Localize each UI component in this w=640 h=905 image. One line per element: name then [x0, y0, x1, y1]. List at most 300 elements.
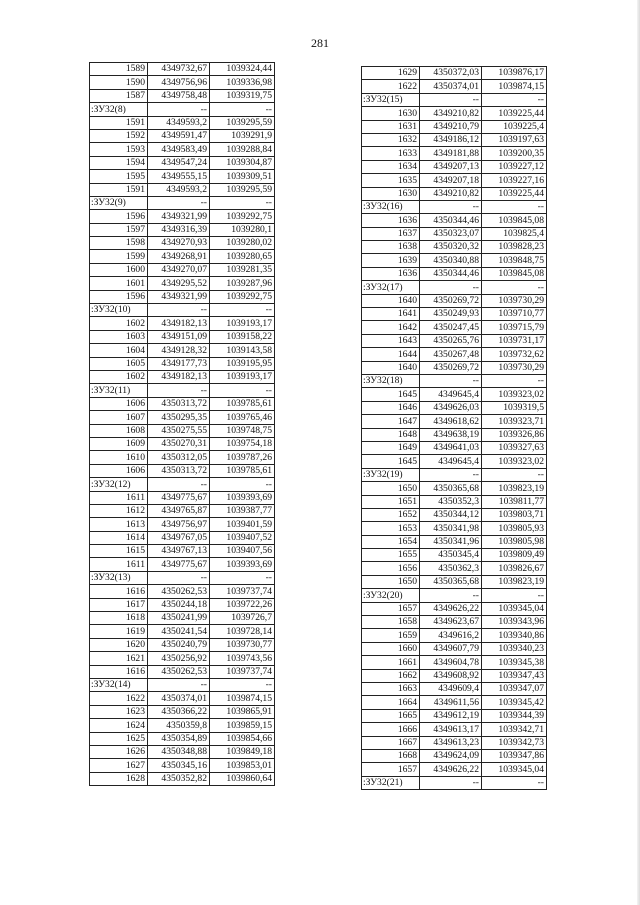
point-number-cell: 1593	[90, 143, 148, 156]
y-coordinate-cell: 1039347,86	[482, 749, 547, 762]
x-coordinate-cell: 4349186,12	[420, 133, 482, 146]
table-row	[90, 116, 275, 129]
y-coordinate-cell: 1039347,07	[482, 682, 547, 695]
point-number-cell: 1624	[90, 719, 148, 732]
y-coordinate-cell: 1039710,77	[482, 308, 547, 321]
x-coordinate-cell: 4349210,82	[420, 107, 482, 120]
table-row	[90, 223, 275, 236]
point-number-cell: 1656	[362, 562, 420, 575]
x-coordinate-cell: --	[420, 776, 482, 789]
table-row	[362, 709, 547, 722]
y-coordinate-cell: 1039292,75	[210, 210, 275, 223]
table-row	[90, 545, 275, 558]
point-number-cell: 1650	[362, 482, 420, 495]
y-coordinate-cell: 1039193,17	[210, 370, 275, 383]
x-coordinate-cell: 4350240,79	[148, 638, 210, 651]
table-row	[90, 518, 275, 531]
table-row	[90, 504, 275, 517]
table-row	[90, 277, 275, 290]
x-coordinate-cell: 4349210,79	[420, 120, 482, 133]
table-row	[362, 562, 547, 575]
table-row	[362, 401, 547, 414]
y-coordinate-cell: 1039319,75	[210, 89, 275, 102]
point-number-cell: 1665	[362, 709, 420, 722]
table-row	[362, 602, 547, 615]
x-coordinate-cell: 4349623,67	[420, 616, 482, 629]
point-number-cell: 1602	[90, 370, 148, 383]
y-coordinate-cell: 1039849,18	[210, 745, 275, 758]
table-row	[362, 482, 547, 495]
x-coordinate-cell: 4349775,67	[148, 491, 210, 504]
x-coordinate-cell: 4350312,05	[148, 451, 210, 464]
point-number-cell: 1654	[362, 535, 420, 548]
y-coordinate-cell: 1039193,17	[210, 317, 275, 330]
x-coordinate-cell: 4349591,47	[148, 129, 210, 142]
y-coordinate-cell: 1039225,44	[482, 187, 547, 200]
parcel-header-row	[90, 384, 275, 397]
point-number-cell: 1648	[362, 428, 420, 441]
x-coordinate-cell: 4350323,07	[420, 227, 482, 240]
y-coordinate-cell: 1039732,62	[482, 348, 547, 361]
parcel-header-row	[362, 374, 547, 387]
y-coordinate-cell: 1039345,38	[482, 656, 547, 669]
table-row	[362, 107, 547, 120]
point-number-cell: 1596	[90, 290, 148, 303]
parcel-header-row	[362, 281, 547, 294]
y-coordinate-cell: 1039227,16	[482, 174, 547, 187]
point-number-cell: 1619	[90, 625, 148, 638]
x-coordinate-cell: --	[148, 678, 210, 691]
table-row	[362, 80, 547, 93]
x-coordinate-cell: 4349613,23	[420, 736, 482, 749]
table-row	[90, 397, 275, 410]
y-coordinate-cell: 1039874,15	[482, 80, 547, 93]
table-row	[90, 330, 275, 343]
table-row	[90, 585, 275, 598]
point-number-cell: 1633	[362, 147, 420, 160]
table-row	[362, 308, 547, 321]
y-coordinate-cell: 1039823,19	[482, 482, 547, 495]
table-row	[362, 656, 547, 669]
point-number-cell: 1621	[90, 652, 148, 665]
parcel-label-cell: :ЗУ32(16)	[362, 200, 420, 213]
table-row	[90, 290, 275, 303]
x-coordinate-cell: 4349268,91	[148, 250, 210, 263]
y-coordinate-cell: 1039726,7	[210, 612, 275, 625]
y-coordinate-cell: 1039393,69	[210, 491, 275, 504]
y-coordinate-cell: 1039295,59	[210, 183, 275, 196]
x-coordinate-cell: 4349626,03	[420, 401, 482, 414]
y-coordinate-cell: 1039401,59	[210, 518, 275, 531]
y-coordinate-cell: 1039730,29	[482, 361, 547, 374]
x-coordinate-cell: 4349767,13	[148, 545, 210, 558]
table-row	[362, 455, 547, 468]
table-row	[90, 411, 275, 424]
parcel-header-row	[90, 571, 275, 584]
y-coordinate-cell: 1039407,56	[210, 545, 275, 558]
table-row	[362, 535, 547, 548]
y-coordinate-cell: 1039828,23	[482, 241, 547, 254]
point-number-cell: 1610	[90, 451, 148, 464]
point-number-cell: 1644	[362, 348, 420, 361]
x-coordinate-cell: --	[148, 304, 210, 317]
table-row	[90, 210, 275, 223]
x-coordinate-cell: 4350352,82	[148, 772, 210, 785]
table-row	[90, 719, 275, 732]
x-coordinate-cell: 4349767,05	[148, 531, 210, 544]
y-coordinate-cell: --	[482, 468, 547, 481]
point-number-cell: 1657	[362, 763, 420, 776]
table-row	[362, 629, 547, 642]
point-number-cell: 1651	[362, 495, 420, 508]
point-number-cell: 1617	[90, 598, 148, 611]
table-row	[362, 160, 547, 173]
table-row	[362, 361, 547, 374]
point-number-cell: 1636	[362, 214, 420, 227]
x-coordinate-cell: --	[148, 384, 210, 397]
point-number-cell: 1605	[90, 357, 148, 370]
y-coordinate-cell: --	[482, 281, 547, 294]
x-coordinate-cell: 4350265,76	[420, 334, 482, 347]
point-number-cell: 1630	[362, 187, 420, 200]
point-number-cell: 1592	[90, 129, 148, 142]
x-coordinate-cell: 4350359,8	[148, 719, 210, 732]
y-coordinate-cell: --	[210, 478, 275, 491]
x-coordinate-cell: 4349321,99	[148, 290, 210, 303]
y-coordinate-cell: --	[210, 103, 275, 116]
y-coordinate-cell: 1039845,08	[482, 267, 547, 280]
y-coordinate-cell: --	[482, 93, 547, 106]
y-coordinate-cell: 1039805,93	[482, 522, 547, 535]
point-number-cell: 1611	[90, 558, 148, 571]
x-coordinate-cell: 4349182,13	[148, 317, 210, 330]
table-row	[90, 437, 275, 450]
y-coordinate-cell: 1039227,12	[482, 160, 547, 173]
table-row	[362, 549, 547, 562]
x-coordinate-cell: 4350348,88	[148, 745, 210, 758]
x-coordinate-cell: 4349626,22	[420, 602, 482, 615]
point-number-cell: 1609	[90, 437, 148, 450]
x-coordinate-cell: 4349555,15	[148, 170, 210, 183]
parcel-header-row	[90, 478, 275, 491]
table-row	[90, 732, 275, 745]
y-coordinate-cell: 1039342,71	[482, 723, 547, 736]
x-coordinate-cell: 4349756,96	[148, 76, 210, 89]
table-row	[362, 321, 547, 334]
table-row	[90, 250, 275, 263]
point-number-cell: 1642	[362, 321, 420, 334]
y-coordinate-cell: 1039324,44	[210, 63, 275, 76]
table-row	[90, 170, 275, 183]
table-row	[90, 491, 275, 504]
point-number-cell: 1645	[362, 455, 420, 468]
point-number-cell: 1659	[362, 629, 420, 642]
parcel-label-cell: :ЗУ32(18)	[362, 374, 420, 387]
y-coordinate-cell: 1039225,44	[482, 107, 547, 120]
x-coordinate-cell: 4350269,72	[420, 361, 482, 374]
x-coordinate-cell: 4349207,18	[420, 174, 482, 187]
y-coordinate-cell: 1039304,87	[210, 156, 275, 169]
table-row	[362, 428, 547, 441]
x-coordinate-cell: --	[148, 478, 210, 491]
table-row	[90, 237, 275, 250]
x-coordinate-cell: 4349765,87	[148, 504, 210, 517]
point-number-cell: 1663	[362, 682, 420, 695]
point-number-cell: 1616	[90, 585, 148, 598]
y-coordinate-cell: 1039280,02	[210, 237, 275, 250]
point-number-cell: 1618	[90, 612, 148, 625]
x-coordinate-cell: 4349732,67	[148, 63, 210, 76]
point-number-cell: 1641	[362, 308, 420, 321]
y-coordinate-cell: 1039323,71	[482, 415, 547, 428]
point-number-cell: 1634	[362, 160, 420, 173]
point-number-cell: 1612	[90, 504, 148, 517]
table-row	[90, 344, 275, 357]
x-coordinate-cell: 4350320,32	[420, 241, 482, 254]
parcel-label-cell: :ЗУ32(15)	[362, 93, 420, 106]
parcel-header-row	[362, 93, 547, 106]
y-coordinate-cell: 1039319,5	[482, 401, 547, 414]
y-coordinate-cell: 1039288,84	[210, 143, 275, 156]
x-coordinate-cell: 4350270,31	[148, 437, 210, 450]
table-row	[362, 294, 547, 307]
x-coordinate-cell: 4350249,93	[420, 308, 482, 321]
table-row	[362, 669, 547, 682]
y-coordinate-cell: 1039195,95	[210, 357, 275, 370]
y-coordinate-cell: 1039848,75	[482, 254, 547, 267]
y-coordinate-cell: 1039292,75	[210, 290, 275, 303]
page-number: 281	[311, 36, 329, 50]
y-coordinate-cell: 1039323,02	[482, 388, 547, 401]
parcel-label-cell: :ЗУ32(13)	[90, 571, 148, 584]
x-coordinate-cell: 4349270,07	[148, 263, 210, 276]
x-coordinate-cell: --	[420, 468, 482, 481]
x-coordinate-cell: 4350267,48	[420, 348, 482, 361]
point-number-cell: 1661	[362, 656, 420, 669]
point-number-cell: 1649	[362, 441, 420, 454]
x-coordinate-cell: 4349583,49	[148, 143, 210, 156]
parcel-label-cell: :ЗУ32(14)	[90, 678, 148, 691]
point-number-cell: 1604	[90, 344, 148, 357]
x-coordinate-cell: 4349593,2	[148, 116, 210, 129]
y-coordinate-cell: 1039805,98	[482, 535, 547, 548]
y-coordinate-cell: 1039345,04	[482, 763, 547, 776]
x-coordinate-cell: --	[148, 571, 210, 584]
table-row	[362, 334, 547, 347]
point-number-cell: 1640	[362, 361, 420, 374]
x-coordinate-cell: --	[148, 103, 210, 116]
point-number-cell: 1650	[362, 575, 420, 588]
x-coordinate-cell: 4349613,17	[420, 723, 482, 736]
x-coordinate-cell: 4349641,03	[420, 441, 482, 454]
x-coordinate-cell: 4350344,46	[420, 214, 482, 227]
x-coordinate-cell: 4350340,88	[420, 254, 482, 267]
y-coordinate-cell: 1039295,59	[210, 116, 275, 129]
table-row	[90, 63, 275, 76]
parcel-label-cell: :ЗУ32(12)	[90, 478, 148, 491]
table-row	[90, 424, 275, 437]
point-number-cell: 1608	[90, 424, 148, 437]
point-number-cell: 1636	[362, 267, 420, 280]
y-coordinate-cell: 1039291,9	[210, 129, 275, 142]
y-coordinate-cell: 1039342,73	[482, 736, 547, 749]
table-row	[362, 174, 547, 187]
y-coordinate-cell: 1039809,49	[482, 549, 547, 562]
y-coordinate-cell: 1039737,74	[210, 585, 275, 598]
point-number-cell: 1622	[362, 80, 420, 93]
table-row	[90, 263, 275, 276]
y-coordinate-cell: 1039765,46	[210, 411, 275, 424]
table-row	[90, 357, 275, 370]
y-coordinate-cell: --	[210, 678, 275, 691]
point-number-cell: 1606	[90, 397, 148, 410]
table-row	[90, 156, 275, 169]
y-coordinate-cell: 1039715,79	[482, 321, 547, 334]
table-row	[362, 67, 547, 80]
y-coordinate-cell: 1039722,26	[210, 598, 275, 611]
y-coordinate-cell: 1039340,23	[482, 642, 547, 655]
y-coordinate-cell: 1039309,51	[210, 170, 275, 183]
point-number-cell: 1620	[90, 638, 148, 651]
y-coordinate-cell: 1039853,01	[210, 759, 275, 772]
y-coordinate-cell: 1039860,64	[210, 772, 275, 785]
x-coordinate-cell: 4349207,13	[420, 160, 482, 173]
parcel-header-row	[90, 103, 275, 116]
x-coordinate-cell: 4350365,68	[420, 575, 482, 588]
table-row	[90, 464, 275, 477]
x-coordinate-cell: 4349756,97	[148, 518, 210, 531]
point-number-cell: 1655	[362, 549, 420, 562]
y-coordinate-cell: 1039344,39	[482, 709, 547, 722]
table-row	[90, 745, 275, 758]
x-coordinate-cell: 4350374,01	[420, 80, 482, 93]
table-row	[362, 254, 547, 267]
parcel-header-row	[90, 304, 275, 317]
x-coordinate-cell: 4350256,92	[148, 652, 210, 665]
point-number-cell: 1627	[90, 759, 148, 772]
x-coordinate-cell: 4349182,13	[148, 370, 210, 383]
y-coordinate-cell: --	[482, 374, 547, 387]
y-coordinate-cell: --	[482, 776, 547, 789]
x-coordinate-cell: 4349775,67	[148, 558, 210, 571]
x-coordinate-cell: 4350262,53	[148, 585, 210, 598]
y-coordinate-cell: 1039197,63	[482, 133, 547, 146]
y-coordinate-cell: 1039347,43	[482, 669, 547, 682]
x-coordinate-cell: 4350262,53	[148, 665, 210, 678]
x-coordinate-cell: 4349608,92	[420, 669, 482, 682]
y-coordinate-cell: 1039854,66	[210, 732, 275, 745]
point-number-cell: 1598	[90, 237, 148, 250]
x-coordinate-cell: 4349604,78	[420, 656, 482, 669]
y-coordinate-cell: --	[210, 304, 275, 317]
x-coordinate-cell: 4350295,35	[148, 411, 210, 424]
coordinates-table-left	[89, 62, 275, 786]
y-coordinate-cell: 1039874,15	[210, 692, 275, 705]
point-number-cell: 1591	[90, 116, 148, 129]
y-coordinate-cell: --	[482, 589, 547, 602]
point-number-cell: 1635	[362, 174, 420, 187]
y-coordinate-cell: 1039225,4	[482, 120, 547, 133]
y-coordinate-cell: --	[210, 196, 275, 209]
y-coordinate-cell: 1039323,02	[482, 455, 547, 468]
y-coordinate-cell: 1039826,67	[482, 562, 547, 575]
y-coordinate-cell: 1039743,56	[210, 652, 275, 665]
point-number-cell: 1667	[362, 736, 420, 749]
point-number-cell: 1668	[362, 749, 420, 762]
point-number-cell: 1632	[362, 133, 420, 146]
table-row	[362, 227, 547, 240]
point-number-cell: 1623	[90, 705, 148, 718]
parcel-label-cell: :ЗУ32(9)	[90, 196, 148, 209]
table-row	[362, 495, 547, 508]
table-row	[362, 441, 547, 454]
table-row	[362, 723, 547, 736]
x-coordinate-cell: 4350372,03	[420, 67, 482, 80]
table-row	[90, 692, 275, 705]
x-coordinate-cell: 4349295,52	[148, 277, 210, 290]
point-number-cell: 1595	[90, 170, 148, 183]
y-coordinate-cell: 1039754,18	[210, 437, 275, 450]
table-row	[362, 147, 547, 160]
x-coordinate-cell: 4349321,99	[148, 210, 210, 223]
table-row	[362, 187, 547, 200]
point-number-cell: 1653	[362, 522, 420, 535]
point-number-cell: 1589	[90, 63, 148, 76]
point-number-cell: 1647	[362, 415, 420, 428]
point-number-cell: 1622	[90, 692, 148, 705]
parcel-label-cell: :ЗУ32(19)	[362, 468, 420, 481]
point-number-cell: 1646	[362, 401, 420, 414]
x-coordinate-cell: --	[420, 374, 482, 387]
table-row	[90, 705, 275, 718]
y-coordinate-cell: 1039787,26	[210, 451, 275, 464]
point-number-cell: 1662	[362, 669, 420, 682]
table-row	[362, 415, 547, 428]
y-coordinate-cell: 1039803,71	[482, 508, 547, 521]
table-row	[362, 682, 547, 695]
x-coordinate-cell: 4350313,72	[148, 397, 210, 410]
x-coordinate-cell: 4349611,56	[420, 696, 482, 709]
point-number-cell: 1606	[90, 464, 148, 477]
point-number-cell: 1666	[362, 723, 420, 736]
point-number-cell: 1594	[90, 156, 148, 169]
point-number-cell: 1658	[362, 616, 420, 629]
table-row	[90, 143, 275, 156]
point-number-cell: 1626	[90, 745, 148, 758]
point-number-cell: 1591	[90, 183, 148, 196]
x-coordinate-cell: 4350365,68	[420, 482, 482, 495]
y-coordinate-cell: 1039876,17	[482, 67, 547, 80]
table-row	[362, 575, 547, 588]
x-coordinate-cell: 4350352,3	[420, 495, 482, 508]
x-coordinate-cell: 4349151,09	[148, 330, 210, 343]
y-coordinate-cell: 1039845,08	[482, 214, 547, 227]
table-row	[362, 348, 547, 361]
parcel-header-row	[90, 196, 275, 209]
table-row	[90, 598, 275, 611]
x-coordinate-cell: 4349638,19	[420, 428, 482, 441]
point-number-cell: 1664	[362, 696, 420, 709]
point-number-cell: 1600	[90, 263, 148, 276]
point-number-cell: 1590	[90, 76, 148, 89]
y-coordinate-cell: --	[210, 384, 275, 397]
y-coordinate-cell: 1039281,35	[210, 263, 275, 276]
y-coordinate-cell: 1039728,14	[210, 625, 275, 638]
table-row	[90, 183, 275, 196]
point-number-cell: 1631	[362, 120, 420, 133]
x-coordinate-cell: 4349609,4	[420, 682, 482, 695]
table-row	[362, 133, 547, 146]
